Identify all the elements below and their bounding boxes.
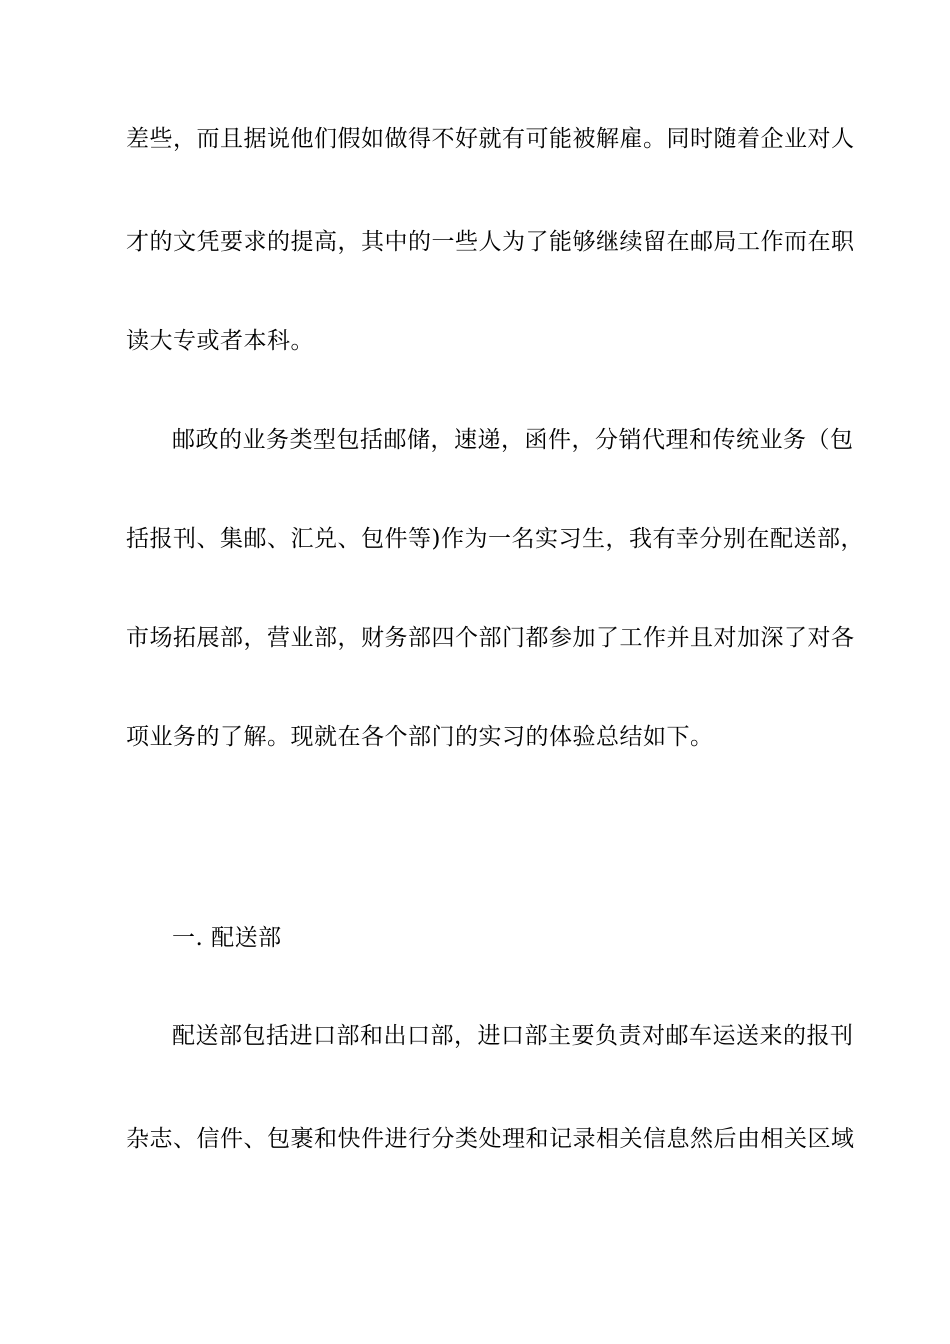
paragraph-1-line-3: 读大专或者本科。 — [126, 328, 314, 354]
paragraph-2-line-1: 邮政的业务类型包括邮储，速递，函件，分销代理和传统业务（包 — [172, 427, 854, 453]
section-paragraph-line-2: 杂志、信件、包裹和快件进行分类处理和记录相关信息然后由相关区域 — [126, 1126, 855, 1152]
paragraph-2-line-3: 市场拓展部，营业部，财务部四个部门都参加了工作并且对加深了对各 — [126, 625, 855, 651]
paragraph-1-line-1: 差些，而且据说他们假如做得不好就有可能被解雇。同时随着企业对人 — [126, 126, 855, 152]
section-heading: 一. 配送部 — [172, 925, 282, 951]
paragraph-2-line-2: 括报刊、集邮、汇兑、包件等)作为一名实习生，我有幸分别在配送部， — [126, 526, 864, 552]
paragraph-2-line-4: 项业务的了解。现就在各个部门的实习的体验总结如下。 — [126, 724, 714, 750]
paragraph-1-line-2: 才的文凭要求的提高，其中的一些人为了能够继续留在邮局工作而在职 — [126, 229, 855, 255]
section-paragraph-line-1: 配送部包括进口部和出口部，进口部主要负责对邮车运送来的报刊 — [172, 1023, 854, 1049]
